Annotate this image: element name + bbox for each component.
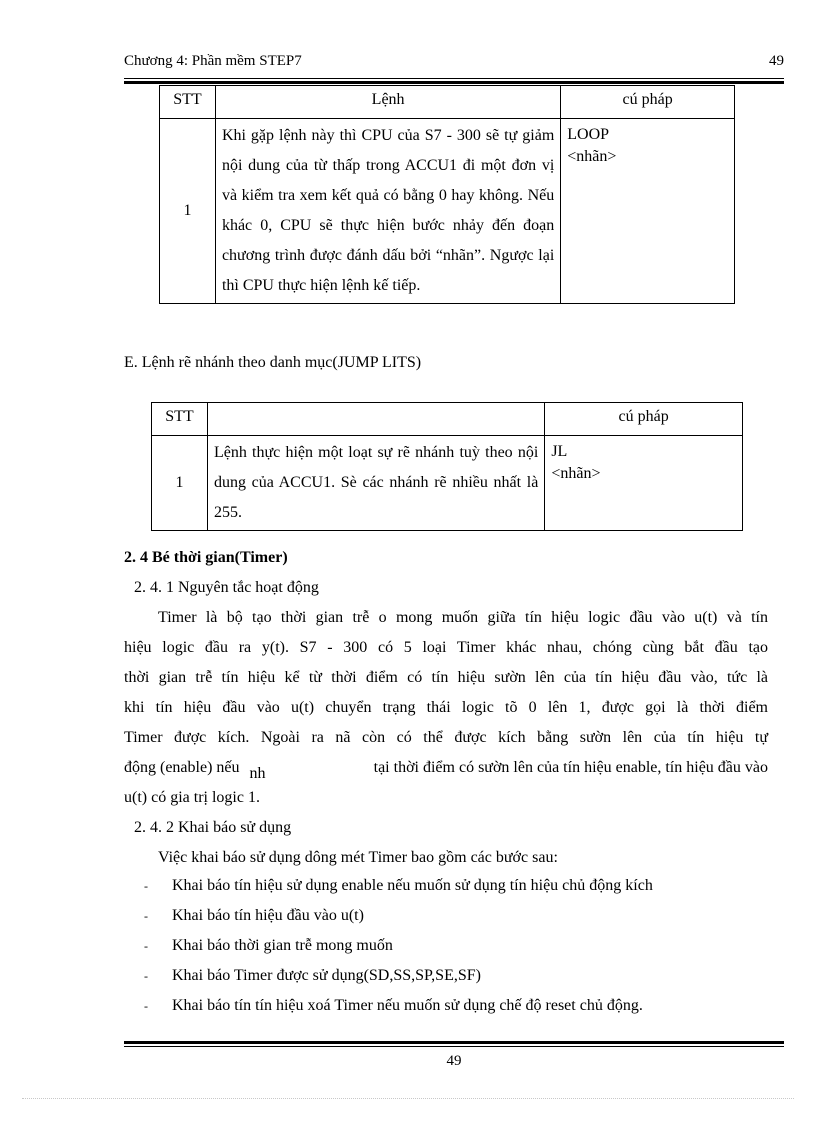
syntax-line-2: <nhãn> xyxy=(551,465,601,482)
paragraph-line xyxy=(124,753,768,783)
bullet-marker: - xyxy=(144,909,148,923)
bullet-text: Khai báo tín hiệu sử dụng enable nếu muốn sử dụng tín hiệu chủ động kích xyxy=(172,877,653,894)
bullet-list xyxy=(144,876,764,1026)
syntax-line-1: JL xyxy=(551,443,568,460)
column-header-stt: STT xyxy=(160,86,216,119)
column-header-syntax: cú pháp xyxy=(561,86,735,119)
loop-command-table xyxy=(159,85,735,304)
line-text: động (enable) nếu xyxy=(124,759,240,776)
paragraph-line: u(t) có gia trị logic 1. xyxy=(124,789,260,806)
jump-list-table xyxy=(151,402,743,531)
subscript-text: nh xyxy=(249,765,266,782)
syntax-line-1: LOOP xyxy=(567,126,610,143)
column-header-command: Lệnh xyxy=(215,86,560,119)
paragraph-line: thời gian trễ tín hiệu kể từ thời điểm có tín hiệu sườn lên của tín hiệu đầu vào, tức là xyxy=(124,669,768,686)
page-break-line xyxy=(22,1098,794,1099)
table-row xyxy=(160,119,735,304)
list-item xyxy=(144,936,764,966)
row-stt: 1 xyxy=(152,436,208,531)
header-rule-thin xyxy=(124,78,784,79)
section-heading: 2. 4 Bé thời gian(Timer) xyxy=(124,549,288,566)
table-header-row xyxy=(152,403,743,436)
row-description: Lệnh thực hiện một loạt sự rẽ nhánh tuỳ theo nội dung của ACCU1. Sè các nhánh rẽ nhiều nhất là 255. xyxy=(207,436,544,531)
paragraph-line: Timer được kích. Ngoài ra nã còn có thể được kích bằng sườn lên của tín hiệu tự xyxy=(124,729,768,746)
column-header-command xyxy=(207,403,544,436)
list-item xyxy=(144,966,764,996)
header-page-number: 49 xyxy=(769,53,784,69)
footer-rule-thin xyxy=(124,1046,784,1047)
line-part xyxy=(124,753,266,783)
header-rule-thick xyxy=(124,81,784,84)
footer-page-number: 49 xyxy=(446,1053,462,1069)
table-row xyxy=(152,436,743,531)
list-item xyxy=(144,876,764,906)
paragraph-line: khi tín hiệu đầu vào u(t) chuyển trạng thái logic tõ 0 lên 1, được gọi là thời điểm xyxy=(124,699,768,716)
bullet-marker: - xyxy=(144,969,148,983)
bullet-text: Khai báo tín tín hiệu xoá Timer nếu muốn sử dụng chế độ reset chủ động. xyxy=(172,997,643,1014)
list-item xyxy=(144,906,764,936)
row-syntax xyxy=(561,119,735,304)
bullet-marker: - xyxy=(144,999,148,1013)
row-description: Khi gặp lệnh này thì CPU của S7 - 300 sẽ tự giảm nội dung của từ thấp trong ACCU1 đi một đơn vị và kiểm tra xem kết quả có bằng 0 hay không. Nếu khác 0, CPU sẽ thực hiện bước nhảy đến đoạn chương trình được đánh dấu bởi “nhãn”. Ngược lại thì CPU thực hiện lệnh kế tiếp. xyxy=(215,119,560,304)
row-stt: 1 xyxy=(160,119,216,304)
line-text: tại thời điểm có sườn lên của tín hiệu enable, tín hiệu đầu vào xyxy=(373,759,768,776)
section-e-heading: E. Lệnh rẽ nhánh theo danh mục(JUMP LITS) xyxy=(124,354,422,371)
column-header-syntax: cú pháp xyxy=(545,403,743,436)
column-header-stt: STT xyxy=(152,403,208,436)
bullet-text: Khai báo tín hiệu đầu vào u(t) xyxy=(172,907,364,924)
row-syntax xyxy=(545,436,743,531)
paragraph-line: Timer là bộ tạo thời gian trễ o mong muốn giữa tín hiệu logic đầu vào u(t) và tín xyxy=(158,609,768,626)
chapter-title: Chương 4: Phần mềm STEP7 xyxy=(124,53,302,69)
footer-rule-thick xyxy=(124,1041,784,1044)
bullet-text: Khai báo Timer được sử dụng(SD,SS,SP,SE,SF) xyxy=(172,967,481,984)
subsection-heading-1: 2. 4. 1 Nguyên tắc hoạt động xyxy=(134,579,319,596)
syntax-line-2: <nhãn> xyxy=(567,148,617,165)
paragraph-principle xyxy=(124,603,768,813)
intro-text: Việc khai báo sử dụng dông mét Timer bao gồm các bước sau: xyxy=(158,849,558,866)
list-item xyxy=(144,996,764,1026)
table-header-row xyxy=(160,86,735,119)
bullet-marker: - xyxy=(144,939,148,953)
bullet-marker: - xyxy=(144,879,148,893)
paragraph-line: hiệu logic đầu ra y(t). S7 - 300 có 5 loại Timer khác nhau, chóng cùng bắt đầu tạo xyxy=(124,639,768,656)
subsection-heading-2: 2. 4. 2 Khai báo sử dụng xyxy=(134,819,292,836)
bullet-text: Khai báo thời gian trễ mong muốn xyxy=(172,937,393,954)
